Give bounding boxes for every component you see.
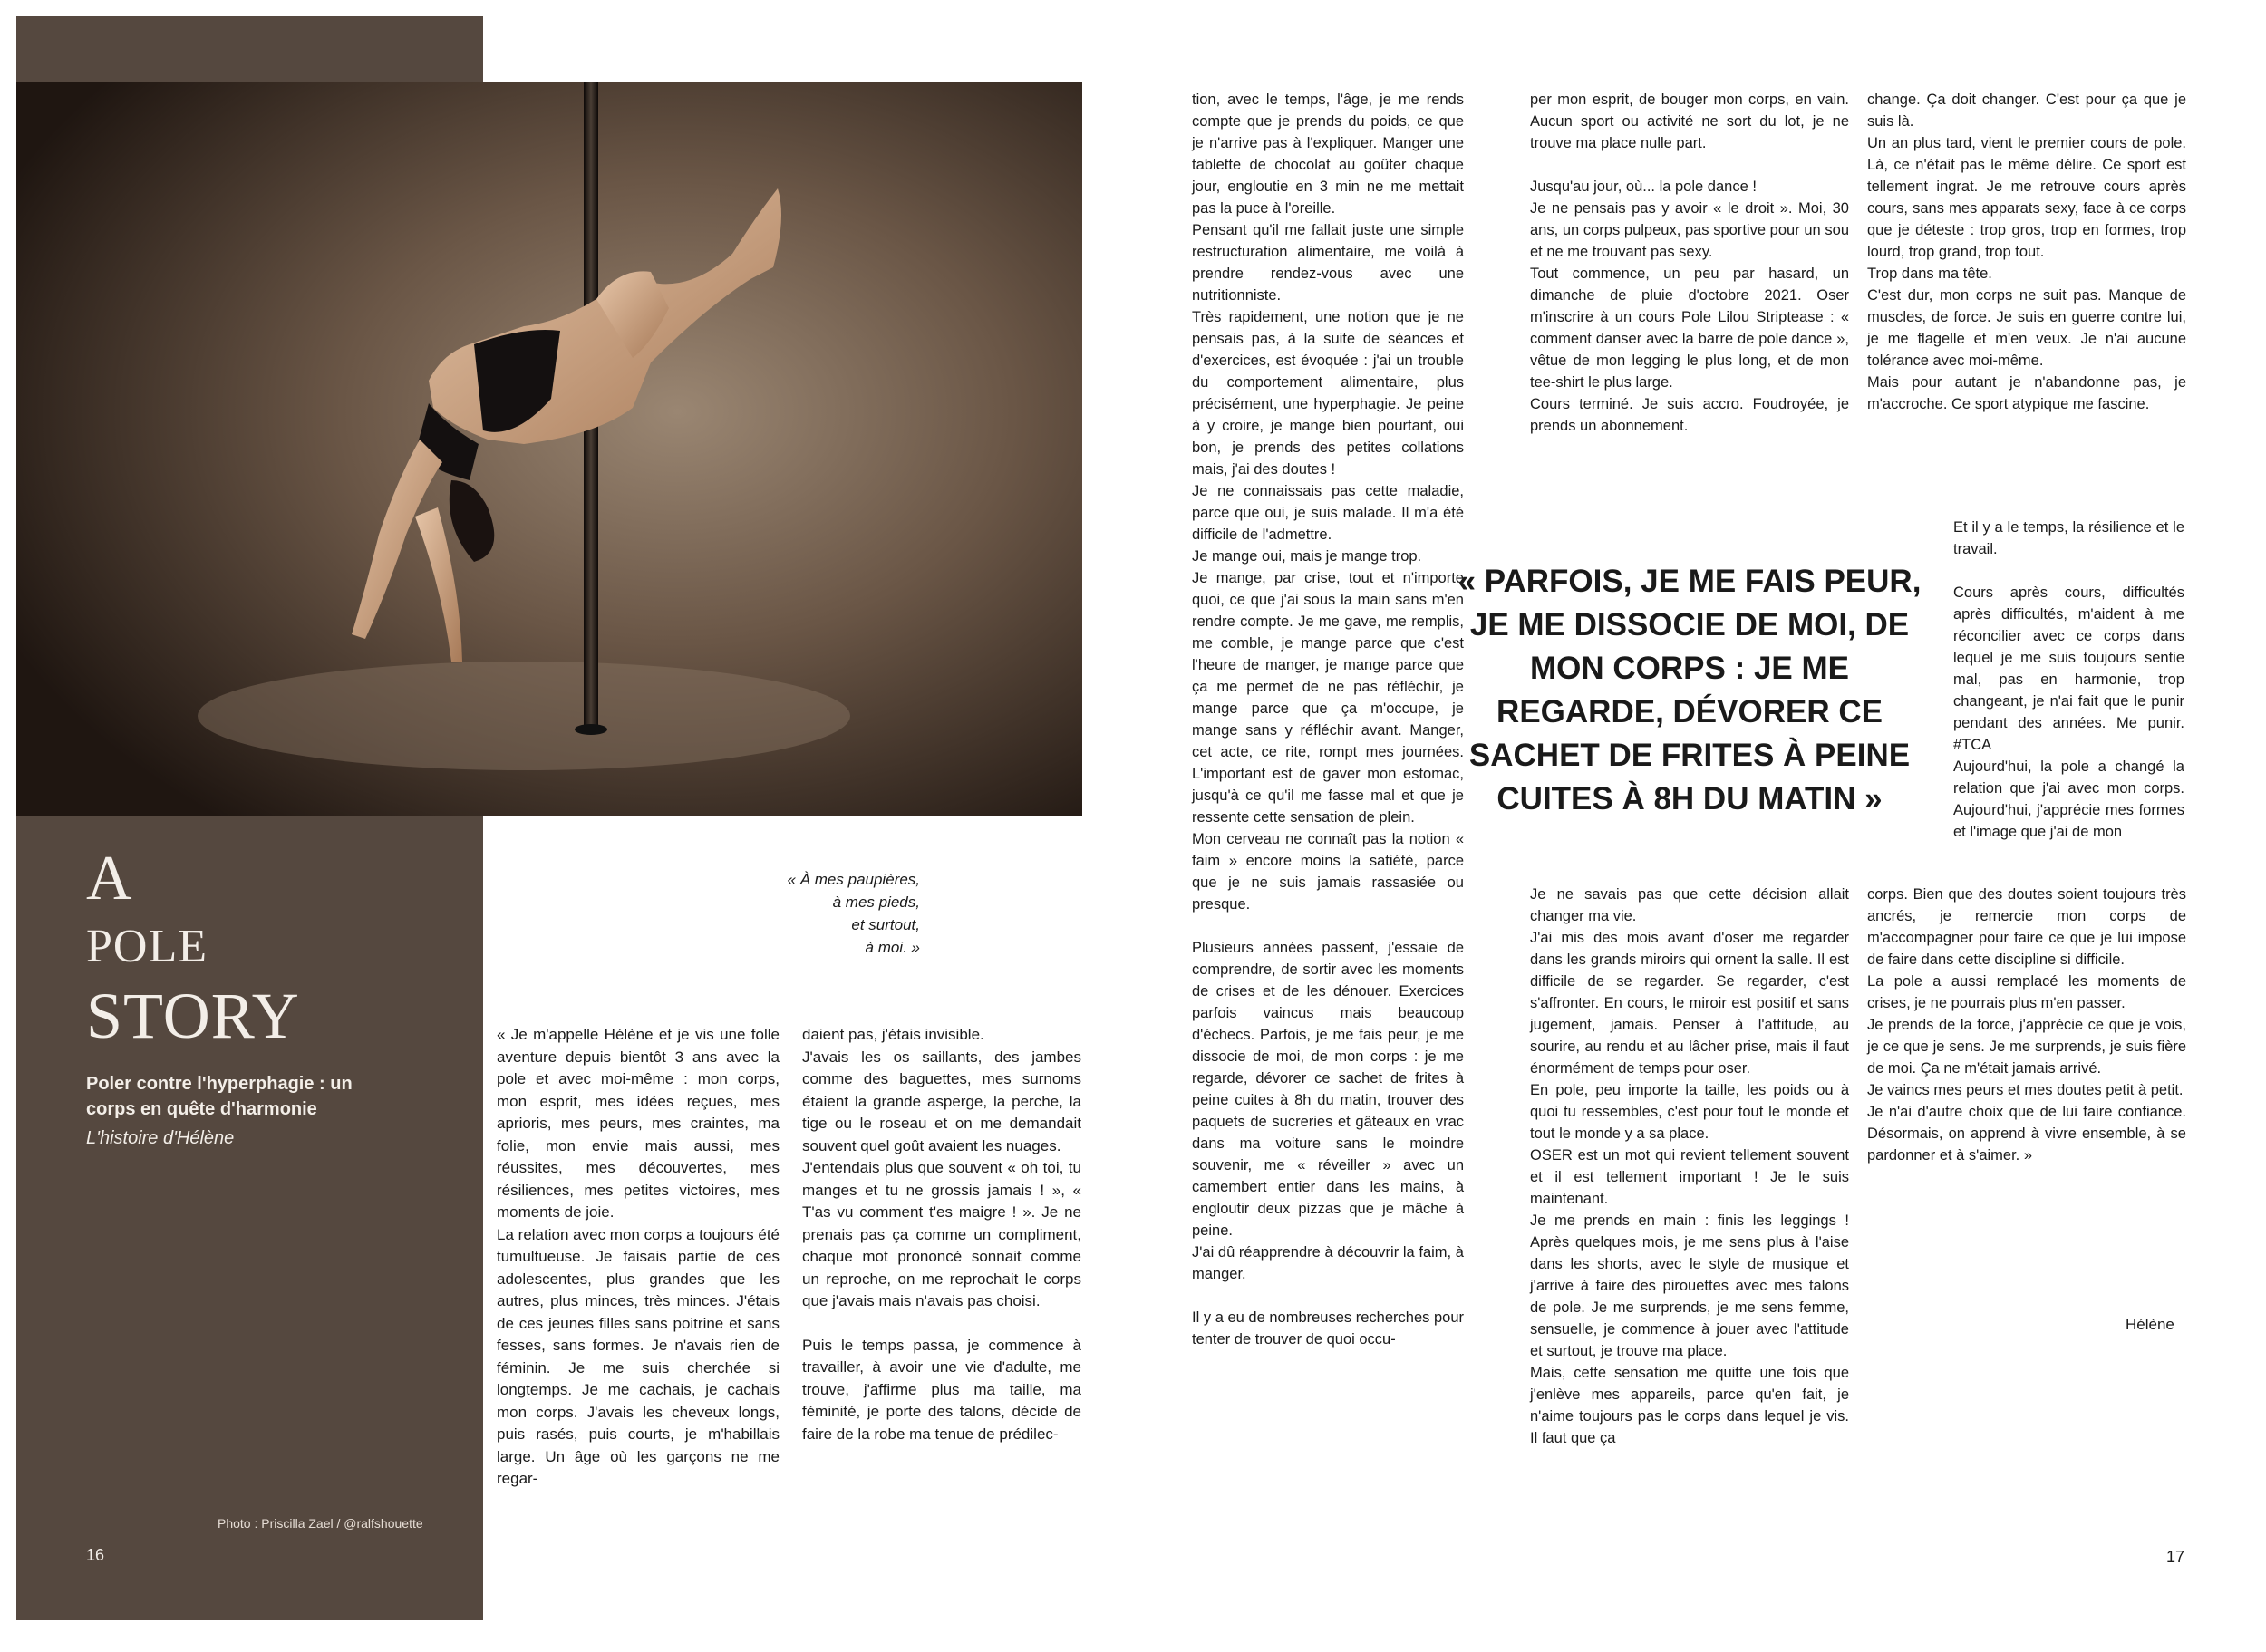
paragraph: Il y a eu de nombreuses recherches pour tenter de trouver de quoi occu-	[1192, 1309, 1464, 1348]
paragraph: Je prends de la force, j'apprécie ce que je vois, je ce que je sens. Je me surprends, je suis fière de moi. Ça ne m'était jamais arrivé.	[1867, 1017, 2186, 1077]
paragraph: tion, avec le temps, l'âge, je me rends compte que je prends du poids, ce que je n'arrive pas à l'expliquer. Manger une tablette de chocolat au goûter chaque jour, engloutie en 3 min ne me mettait pas la puce à l'oreille.	[1192, 92, 1464, 217]
text-column-2	[802, 1024, 1081, 1445]
text-column-1	[497, 1024, 780, 1491]
page-number-left: 16	[86, 1546, 105, 1564]
text-column-3	[1192, 89, 1464, 1350]
paragraph: daient pas, j'étais invisible.	[802, 1026, 984, 1043]
paragraph: « Je m'appelle Hélène et je vis une folle aventure depuis bientôt 3 ans avec la pole et avec moi-même : mon corps, mon esprit, mes idées reçues, mes aprioris, mes peurs, mes craintes, ma folie, mon envie mais aussi, mes réussites, mes découvertes, mes résiliences, mes petites victoires, mes moments de joie.	[497, 1026, 780, 1221]
paragraph: Je ne pensais pas y avoir « le droit ». Moi, 30 ans, un corps pulpeux, pas sportive pour un sou et ne me trouvant pas sexy.	[1530, 200, 1849, 260]
paragraph: La pole a aussi remplacé les moments de crises, je ne pourrais plus m'en passer.	[1867, 973, 2186, 1011]
paragraph: Mais, cette sensation me quitte une fois que j'enlève mes appareils, parce qu'en fait, je n'aime toujours pas le corps dans lequel je vis. Il faut que ça	[1530, 1365, 1849, 1446]
paragraph: Un an plus tard, vient le premier cours de pole. Là, ce n'était pas le même délire. Ce sport est tellement ingrat. Je me retrouve cours après cours, sans mes apparats sexy, face à ce corps que je déteste : trop gros, trop en formes, trop lourd, trop grand, trop tout.	[1867, 135, 2186, 260]
paragraph: Mais pour autant je n'abandonne pas, je m'accroche. Ce sport atypique me fascine.	[1867, 374, 2186, 412]
headline-line-1: A	[86, 844, 132, 913]
paragraph: Tout commence, un peu par hasard, un dimanche de pluie d'octobre 2021. Oser m'inscrire à un cours Pole Lilou Striptease : « comment danser avec la barre de pole dance », vêtue de mon legging le plus long, et de mon tee-shirt le plus large.	[1530, 266, 1849, 391]
paragraph: OSER est un mot qui revient tellement souvent et il est tellement important ! Je le suis maintenant.	[1530, 1147, 1849, 1207]
text-column-5-middle	[1953, 517, 2184, 843]
paragraph: C'est dur, mon corps ne suit pas. Manque de muscles, de force. Je suis en guerre contre lui, je me flagelle et m'en veux. Je n'ai aucune tolérance avec moi-même.	[1867, 287, 2186, 369]
article-subtitle: Poler contre l'hyperphagie : un corps en quête d'harmonie	[86, 1074, 353, 1119]
paragraph: Je vaincs mes peurs et mes doutes petit à petit.	[1867, 1082, 2184, 1098]
paragraph: Jusqu'au jour, où... la pole dance !	[1530, 179, 1757, 195]
paragraph: En pole, peu importe la taille, les poids ou à quoi tu ressembles, c'est pour tout le monde et tout le monde y a sa place.	[1530, 1082, 1849, 1142]
paragraph: Je mange oui, mais je mange trop.	[1192, 548, 1422, 565]
text-column-4-bottom	[1530, 884, 1849, 1449]
paragraph: Cours après cours, difficultés après difficultés, m'aident à me réconcilier avec ce corps dans lequel je me suis toujours sentie mal, pas en harmonie, trop changeant, je n'ai fait que le punir pendant des années. Me punir. #TCA	[1953, 584, 2184, 753]
hero-photo	[16, 82, 1082, 816]
paragraph: J'ai mis des mois avant d'oser me regarder dans les grands miroirs qui ornent la salle. Il est difficile de se regarder. Se regarder, c'est s'affronter. En cours, le miroir est positif et sans jugement, jamais. Penser à l'attitude, au sourire, au rendu et au lâcher prise, mais il faut énormément de temps pour oser.	[1530, 930, 1849, 1077]
paragraph: J'avais les os saillants, des jambes comme des baguettes, mes surnoms étaient la grande asperge, la perche, la tige ou le roseau et on me demandait souvent quel goût avaient les nuages.	[802, 1048, 1081, 1154]
paragraph: Très rapidement, une notion que je ne pensais pas, à la suite de séances et d'exercices, est évoquée : j'ai un trouble du comportement alimentaire, plus précisément, une hyperphagie. Je peine à y croire, je mange bien pourtant, oui bon, je prends des petites collations mais, j'ai des doutes !	[1192, 309, 1464, 478]
signature: Hélène	[2126, 1316, 2174, 1333]
article-headline	[86, 844, 300, 1052]
paragraph: J'entendais plus que souvent « oh toi, tu manges et tu ne grossis jamais ! », « T'as vu comment t'es maigre ! ». Je ne prenais pas ça comme un compliment, chaque mot prononcé sonnait comme un reproche, on me reprochait le corps que j'avais mais n'avais pas choisi.	[802, 1159, 1081, 1309]
paragraph: Puis le temps passa, je commence à travailler, à avoir une vie d'adulte, me trouve, j'affirme plus ma taille, ma féminité, je porte des talons, décide de faire de la robe ma tenue de prédilec-	[802, 1336, 1081, 1443]
paragraph: Je ne savais pas que cette décision allait changer ma vie.	[1530, 886, 1849, 924]
paragraph: per mon esprit, de bouger mon corps, en vain. Aucun sport ou activité ne sort du lot, je ne trouve ma place nulle part.	[1530, 92, 1849, 151]
paragraph: La relation avec mon corps a toujours été tumultueuse. Je faisais partie de ces adolescentes, plus grandes que les autres, plus minces, très minces. J'étais de ces jeunes filles sans poitrine et sans fesses, sans formes. Je n'avais rien de féminin. Je me suis cherchée si longtemps. Je me cachais, je cachais mon corps. J'avais les cheveux longs, puis rasés, puis courts, je m'habillais large. Un âge où les garçons ne me regar-	[497, 1225, 780, 1487]
text-column-5-top	[1867, 89, 2186, 415]
paragraph: change. Ça doit changer. C'est pour ça que je suis là.	[1867, 92, 2186, 130]
paragraph: Aujourd'hui, la pole a changé la relation que j'ai avec mon corps. Aujourd'hui, j'apprécie mes formes et l'image que j'ai de mon	[1953, 758, 2184, 840]
page-number-right: 17	[2166, 1548, 2185, 1566]
paragraph: Mon cerveau ne connaît pas la notion « faim » encore moins la satiété, parce que je ne suis jamais rassasiée ou presque.	[1192, 831, 1464, 913]
epigraph: « À mes paupières, à mes pieds, et surtout, à moi. »	[787, 871, 920, 956]
paragraph: Cours terminé. Je suis accro. Foudroyée, je prends un abonnement.	[1530, 396, 1849, 434]
paragraph: J'ai dû réapprendre à découvrir la faim, à manger.	[1192, 1244, 1464, 1282]
paragraph: Je n'ai d'autre choix que de lui faire confiance. Désormais, on apprend à vivre ensemble, à se pardonner et à s'aimer. »	[1867, 1104, 2186, 1164]
text-column-4-top	[1530, 89, 1849, 437]
paragraph: Trop dans ma tête.	[1867, 266, 1992, 282]
paragraph: Je me prends en main : finis les leggings ! Après quelques mois, je me sens plus à l'aise dans les shorts, avec le style de musique et j'arrive à faire des pirouettes avec mes talons de pole. Je me surprends, je me sens femme, sensuelle, je commence à jouer avec l'attitude et surtout, je trouve ma place.	[1530, 1212, 1849, 1359]
paragraph: Je ne connaissais pas cette maladie, parce que oui, je suis malade. Il m'a été difficile de l'admettre.	[1192, 483, 1464, 543]
text-column-5-bottom	[1867, 884, 2186, 1166]
headline-line-2: POLE	[86, 921, 208, 972]
pole-dancer-illustration	[16, 82, 1082, 816]
paragraph: Et il y a le temps, la résilience et le travail.	[1953, 519, 2184, 557]
pull-quote: « PARFOIS, JE ME FAIS PEUR, JE ME DISSOCIE DE MOI, DE MON CORPS : JE ME REGARDE, DÉVORER CE SACHET DE FRITES À PEINE CUITES À 8H DU MATIN »	[1457, 564, 1922, 816]
headline-line-3: STORY	[86, 980, 300, 1052]
article-byline: L'histoire d'Hélène	[86, 1128, 235, 1148]
paragraph: corps. Bien que des doutes soient toujours très ancrés, je remercie mon corps de m'accompagner pour faire ce que je lui impose de faire dans cette discipline si difficile.	[1867, 886, 2186, 968]
paragraph: Plusieurs années passent, j'essaie de comprendre, de sortir avec les moments de crises et de les dénouer. Exercices parfois vaincus mais beaucoup d'échecs. Parfois, je me fais peur, je me dissocie de moi, de mon corps : je me regarde, dévorer ce sachet de frites à peine cuites à 8h du matin, trouver des paquets de sucreries et gâteaux en vrac dans ma voiture sans le moindre souvenir, me « réveiller » avec un camembert entier dans les mains, à engloutir deux pizzas que je mâche à peine.	[1192, 940, 1464, 1239]
paragraph: Je mange, par crise, tout et n'importe quoi, ce que j'ai sous la main sans m'en rendre compte. Je me gave, me remplis, me comble, je mange parce que c'est l'heure de manger, je mange parce que ça me permet de ne pas réfléchir, je mange parce que ça m'occupe, je mange sans y réfléchir avant. Manger, cet acte, ce rite, rompt mes journées. L'important est de gaver mon estomac, jusqu'à ce qu'il me fasse mal et que je ressente cette sensation de plein.	[1192, 570, 1464, 826]
paragraph: Pensant qu'il me fallait juste une simple restructuration alimentaire, me voilà à prendre rendez-vous avec une nutritionniste.	[1192, 222, 1464, 304]
photo-credit: Photo : Priscilla Zael / @ralfshouette	[218, 1516, 423, 1531]
